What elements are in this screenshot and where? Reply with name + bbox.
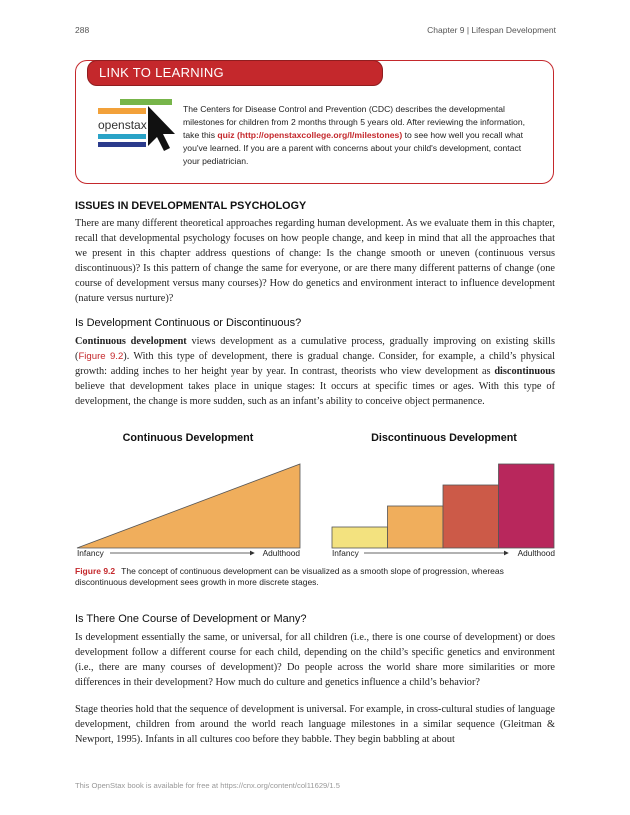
term-discontinuous: discontinuous: [494, 365, 555, 377]
section-heading-continuous: Is Development Continuous or Discontinuous?: [75, 317, 302, 329]
paragraph-continuous: [75, 335, 555, 410]
discontinuous-stage-bar-1: [332, 527, 388, 548]
discontinuous-stage-bar-2: [388, 506, 444, 548]
paragraph-one-course: Is development essentially the same, or universal, for all children (i.e., there is one course of development) or does development follow a different course for each child, depending on the child’s specific genetics and environment (i.e., there are many courses of development)? Do people across the world share more similarities or more differences in their development? How much do culture and genetics influence a child’s behavior?: [75, 632, 555, 688]
discontinuous-bars: [332, 464, 554, 548]
discontinuous-axis-start-label: Infancy: [332, 548, 359, 558]
continuous-axis-end-label: Adulthood: [262, 548, 300, 558]
figure-caption-text: The concept of continuous development can be visualized as a smooth slope of progression, whereas discontinuous development sees growth in more discrete stages.: [75, 566, 504, 587]
logo-blue-bar: [98, 134, 146, 139]
chapter-title: Chapter 9 | Lifespan Development: [427, 25, 556, 35]
continuous-slope-triangle: [77, 464, 300, 548]
para-segment-b: ). With this type of development, there is gradual change. Consider, for example, a child’s physical growth: adding inches to her height year by year. In contrast, theorists who view development as: [75, 350, 555, 377]
section-heading-one-course: Is There One Course of Development or Many?: [75, 613, 307, 625]
link-to-learning-text: [183, 103, 538, 168]
discontinuous-chart-title: Discontinuous Development: [371, 432, 517, 444]
section-heading-issues: ISSUES IN DEVELOPMENTAL PSYCHOLOGY: [75, 200, 307, 212]
ltl-text-part2: to see how well you recall what you've learned. If you are a parent with concerns about your child's development, contact your pediatrician.: [183, 129, 524, 166]
milestones-quiz-link[interactable]: quiz (http://openstaxcollege.org/l/milestones): [217, 129, 403, 140]
figure-reference-link[interactable]: Figure 9.2: [78, 350, 124, 362]
link-to-learning-title: LINK TO LEARNING: [87, 60, 383, 86]
term-continuous-development: Continuous development: [75, 336, 187, 347]
discontinuous-stage-bar-4: [499, 464, 555, 548]
paragraph-issues: There are many different theoretical approaches regarding human development. As we evaluate them in this chapter, recall that developmental psychology focuses on how people change, and keep in mind that all the approaches that we present in this chapter address questions of change: Is the change smooth or uneven (continuous versus discontinuous)? Is this pattern of change the same for everyone, or are there many different patterns of change (one course of development versus many courses)? How do genetics and environment interact to influence development (nature versus nurture)?: [75, 218, 555, 304]
logo-text: openstax: [98, 118, 147, 132]
logo-green-bar: [120, 99, 172, 105]
logo-navy-bar: [98, 142, 146, 147]
discontinuous-axis-end-label: Adulthood: [517, 548, 555, 558]
figure-caption-label: Figure 9.2: [75, 566, 116, 576]
continuous-axis-start-label: Infancy: [77, 548, 104, 558]
development-figure: [70, 452, 560, 562]
ltl-text-part1: The Centers for Disease Control and Prevention (CDC) describes the developmental milestones for children from 2 months through 5 years old. After reviewing the information, take this: [183, 104, 526, 140]
paragraph-stage-theories: Stage theories hold that the sequence of development is universal. For example, in cross-cultural studies of language development, children from around the world reach language milestones in a similar sequence (Gleitman & Newport, 1995). Infants in all cultures coo before they babble. They begin babbling at about: [75, 704, 555, 745]
logo-orange-bar: [98, 108, 146, 114]
figure-caption: [75, 566, 555, 588]
para-segment-a: views development as a cumulative process, gradually improving on existing skills (: [75, 336, 555, 362]
page-number: 288: [75, 25, 90, 35]
cursor-icon: [148, 106, 175, 151]
footer-availability-note: This OpenStax book is available for free at https://cnx.org/content/col11629/1.5: [75, 781, 340, 790]
openstax-cursor-logo: [96, 97, 178, 153]
continuous-chart-title: Continuous Development: [122, 432, 254, 444]
discontinuous-stage-bar-3: [443, 485, 499, 548]
para-segment-c: believe that development takes place in unique stages: It occurs at specific times or ages. With this type of development, the change is more sudden, such as an infant’s ability to conceive object permanence.: [75, 380, 555, 407]
